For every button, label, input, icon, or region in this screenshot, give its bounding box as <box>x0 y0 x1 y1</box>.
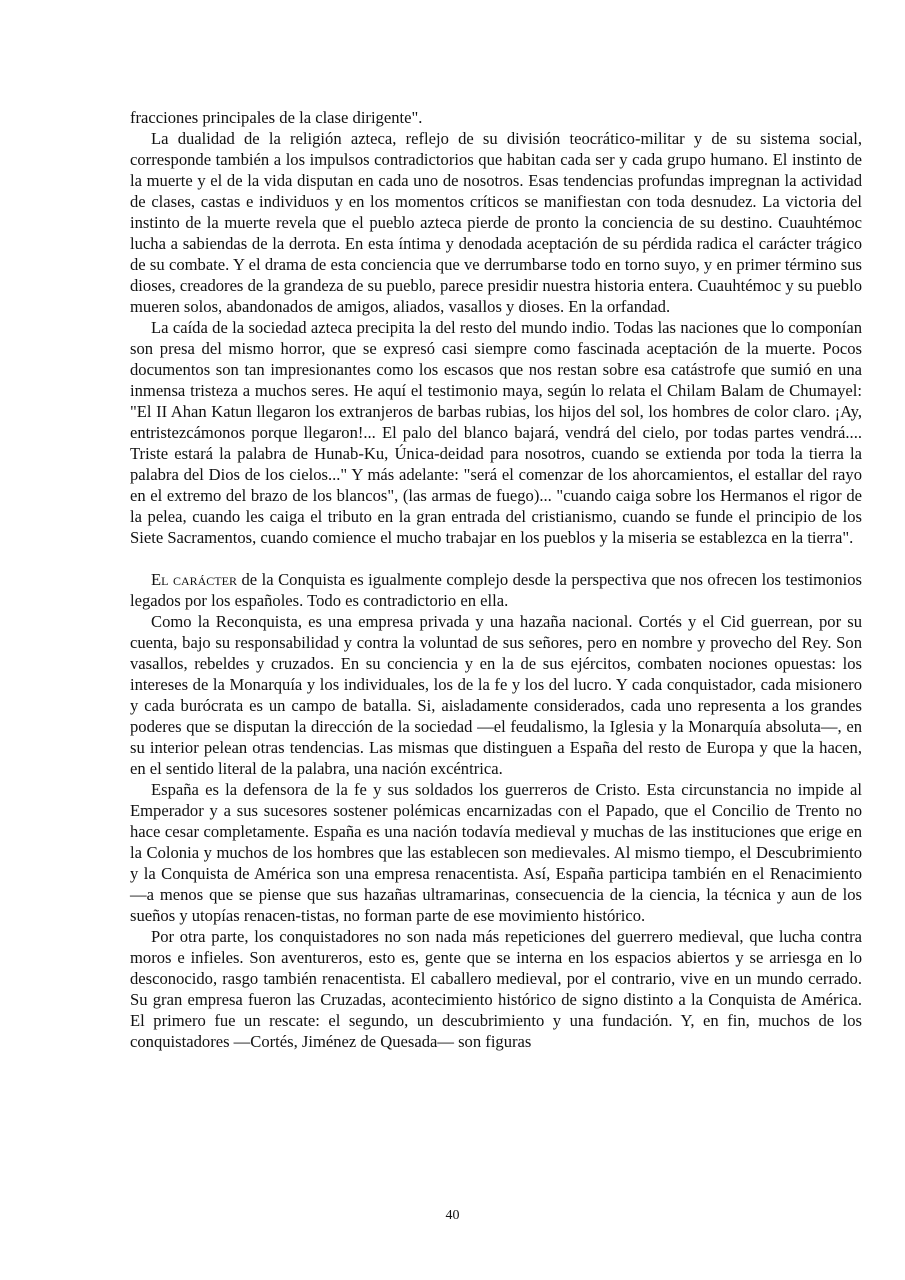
paragraph-reconquista: Como la Reconquista, es una empresa privada y una hazaña nacional. Cortés y el Cid guerrean, por su cuenta, bajo su responsabilidad y contra la voluntad de sus señores, pero en nombre y provecho del Rey. Son vasallos, rebeldes y cruzados. En su conciencia y en la de sus ejércitos, combaten nociones opuestas: los intereses de la Monarquía y los individuales, los de la fe y los del lucro. Y cada conquistador, cada misionero y cada burócrata es un campo de batalla. Si, aisladamente considerados, cada uno representa a los grandes poderes que se disputan la dirección de la sociedad —el feudalismo, la Iglesia y la Monarquía absoluta—, en su interior pelean otras tendencias. Las mismas que distinguen a España del resto de Europa y que la hacen, en el sentido literal de la palabra, una nación excéntrica. <box>130 612 862 778</box>
section-break <box>130 548 862 569</box>
paragraph-defender-of-faith: España es la defensora de la fe y sus soldados los guerreros de Cristo. Esta circunstancia no impide al Emperador y a sus sucesores sostener polémicas encarnizadas con el Papado, que el Concilio de Trento no hace cesar completamente. España es una nación todavía medieval y muchas de las instituciones que erige en la Colonia y muchos de los hombres que las establecen son medievales. Al mismo tiempo, el Descubrimiento y la Conquista de América son una empresa renacentista. Así, España participa también en el Renacimiento —a menos que se piense que sus hazañas ultramarinas, consecuencia de la ciencia, la técnica y aun de los sueños y utopías renacen-tistas, no forman parte de ese movimiento histórico. <box>130 780 862 925</box>
page-body <box>130 107 862 1052</box>
paragraph-conquistadors: Por otra parte, los conquistadores no son nada más repeticiones del guerrero medieval, que lucha contra moros e infieles. Son aventureros, esto es, gente que se interna en los espacios abiertos y se arriesga en lo desconocido, rasgo también renacentista. El caballero medieval, por el contrario, vive en un mundo cerrado. Su gran empresa fueron las Cruzadas, acontecimiento histórico de signo distinto a la Conquista de América. El primero fue un rescate: el segundo, un descubrimiento y una fundación. Y, en fin, muchos de los conquistadores —Cortés, Jiménez de Quesada— son figuras <box>130 927 862 1051</box>
paragraph-fall-of-aztec-society: La caída de la sociedad azteca precipita la del resto del mundo indio. Todas las naciones que lo componían son presa del mismo horror, que se expresó casi siempre como fascinada aceptación de la muerte. Pocos documentos son tan impresionantes como los escasos que nos restan sobre esa catástrofe que sumió en una inmensa tristeza a muchos seres. He aquí el testimonio maya, según lo relata el Chilam Balam de Chumayel: "El II Ahan Katun llegaron los extranjeros de barbas rubias, los hijos del sol, los hombres de color claro. ¡Ay, entristezcámonos porque llegaron!... El palo del blanco bajará, vendrá del cielo, por todas partes vendrá.... Triste estará la palabra de Hunab-Ku, Única-deidad para nosotros, cuando se extienda por toda la tierra la palabra del Dios de los cielos..." Y más adelante: "será el comenzar de los ahorcamientos, el estallar del rayo en el extremo del brazo de los blancos", (las armas de fuego)... "cuando caiga sobre los Hermanos el rigor de la pelea, cuando les caiga el tributo en la gran entrada del cristianismo, cuando se funde el principio de los Siete Sacramentos, cuando comience el mucho trabajar en los pueblos y la miseria se establezca en la tierra". <box>130 318 862 547</box>
section-opening-smallcaps: El carácter <box>151 570 237 589</box>
section-opening-rest: de la Conquista es igualmente complejo desde la perspectiva que nos ofrecen los testimonios legados por los españoles. Todo es contradictorio en ella. <box>130 570 862 610</box>
paragraph-continuation: fracciones principales de la clase dirigente". <box>130 108 423 127</box>
paragraph-section-opening <box>130 569 862 611</box>
page-number: 40 <box>445 1208 460 1223</box>
paragraph-aztec-duality: La dualidad de la religión azteca, reflejo de su división teocrático-militar y de su sistema social, corresponde también a los impulsos contradictorios que habitan cada ser y cada grupo humano. El instinto de la muerte y el de la vida disputan en cada uno de nosotros. Esas tendencias profundas impregnan la actividad de clases, castas e individuos y en los momentos críticos se manifiestan con toda desnudez. La victoria del instinto de la muerte revela que el pueblo azteca pierde de pronto la conciencia de su destino. Cuauhtémoc lucha a sabiendas de la derrota. En esta íntima y denodada aceptación de su pérdida radica el carácter trágico de su combate. Y el drama de esta conciencia que ve derrumbarse todo en torno suyo, y en primer término sus dioses, creadores de la grandeza de su pueblo, parece presidir nuestra historia entera. Cuauhtémoc y su pueblo mueren solos, abandonados de amigos, aliados, vasallos y dioses. En la orfandad. <box>130 129 862 316</box>
